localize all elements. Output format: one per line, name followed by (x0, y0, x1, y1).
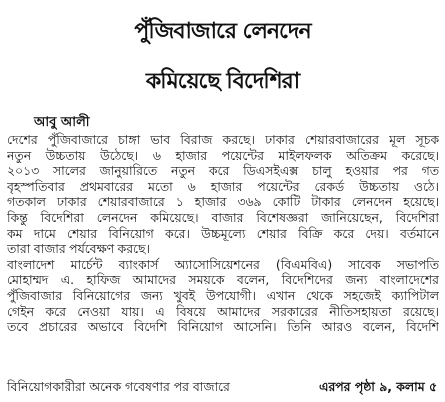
body-line: কিন্তু বিদেশিরা লেনদেন কমিয়েছে। বাজার বিশেষজ্ঞরা জানিয়েছেন, বিদেশিরা (7, 209, 439, 225)
body-line: তবে প্রচারের অভাবে বিদেশি বিনিয়োগ আসেনি। তিনি আরও বলেন, বিদেশি (7, 319, 439, 335)
byline: আবু আলী (34, 115, 90, 130)
continuation-note: এরপর পৃষ্ঠা ৯, কলাম ৫ (319, 379, 437, 394)
body-line: বাংলাদেশ মার্চেন্ট ব্যাংকার্স অ্যাসোসিয়েশনের (বিএমবিএ) সাবেক সভাপতি (7, 256, 439, 272)
body-line-final: বিনিয়োগকারীরা অনেক গবেষণার পর বাজারে (7, 379, 230, 394)
body-line: নতুন উচ্চতায় উঠেছে। ৬ হাজার পয়েন্টের মাইলফলক অতিক্রম করেছে। (7, 147, 439, 163)
body-line: কম দামে শেয়ার বিনিয়োগ করে। উচ্চমূল্যে শেয়ার বিক্রি করে দেয়। বর্তমানে (7, 225, 439, 241)
body-line: পুঁজিবাজার বিনিয়োগের জন্য খুবই উপযোগী। এখান থেকে সহজেই ক্যাপিটাল (7, 287, 439, 303)
body-line: গেইন করে নেওয়া যায়। এ বিষয়ে আমাদের সরকারের নীতিসহায়তা রয়েছে। (7, 303, 439, 319)
body-line: বৃহস্পতিবার প্রথমবারের মতো ৬ হাজার পয়েন্টের রেকর্ড উচ্চতায় ওঠে। (7, 178, 439, 194)
body-line: দেশের পুঁজিবাজারে চাঙ্গা ভাব বিরাজ করছে। ঢাকার শেয়ারবাজারের মূল সূচক (7, 132, 439, 147)
headline-line-1: পুঁজিবাজারে লেনদেন (134, 19, 311, 44)
body-line: ২০১৩ সালের জানুয়ারিতে নতুন করে ডিএসইএক্স চালু হওয়ার পর গত (7, 163, 439, 179)
body-line: মোহাম্মদ এ. হাফিজ আমাদের সময়কে বলেন, বিদেশিদের জন্য বাংলাদেশের (7, 272, 439, 288)
article-body (7, 132, 439, 335)
headline-line-2: কমিয়েছে বিদেশিরা (145, 69, 300, 94)
body-line: তারা বাজার পর্যবেক্ষণ করছে। (7, 241, 150, 257)
body-line: গতকাল ঢাকার শেয়ারবাজারে ১ হাজার ৩৬৯ কোটি টাকার লেনদেন হয়েছে। (7, 194, 439, 210)
